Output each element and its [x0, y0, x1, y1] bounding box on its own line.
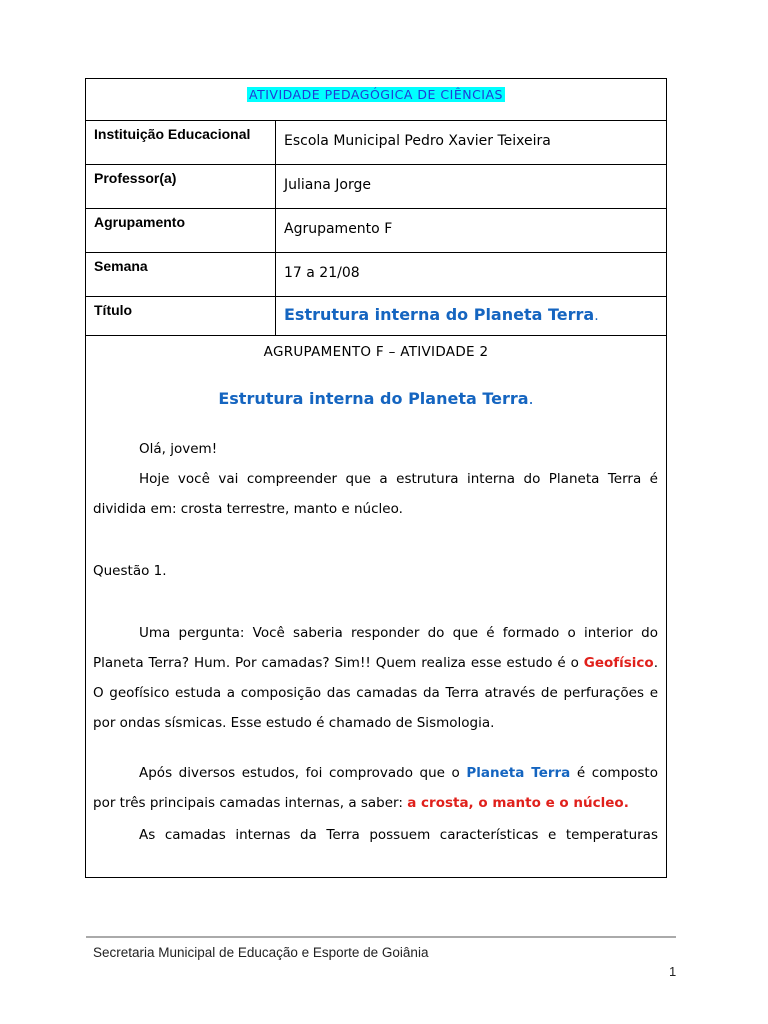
greeting: Olá, jovem!	[139, 441, 218, 457]
teacher-label: Professor(a)	[86, 165, 276, 208]
footer-text: Secretaria Municipal de Educação e Esporte de Goiânia	[93, 945, 429, 960]
paragraph-1	[93, 618, 658, 738]
activity-heading: AGRUPAMENTO F – ATIVIDADE 2	[263, 344, 489, 360]
main-title-period: .	[528, 389, 534, 408]
main-title-text: Estrutura interna do Planeta Terra	[218, 389, 529, 408]
paragraph-3: As camadas internas da Terra possuem características e temperaturas	[139, 827, 658, 843]
title-label: Título	[86, 297, 276, 335]
group-row	[86, 209, 666, 253]
group-label: Agrupamento	[86, 209, 276, 252]
paragraph-2-text-b: é composto por três principais camadas internas, a saber:	[93, 765, 658, 811]
layers-highlight: a crosta, o manto e o núcleo.	[407, 795, 629, 811]
teacher-row	[86, 165, 666, 209]
main-title	[86, 389, 666, 408]
week-value-cell	[276, 253, 666, 296]
week-value: 17 a 21/08	[284, 265, 360, 281]
institution-row	[86, 121, 666, 165]
teacher-value-cell	[276, 165, 666, 208]
week-label: Semana	[86, 253, 276, 296]
activity-banner: ATIVIDADE PEDAGÓGICA DE CIÊNCIAS	[249, 87, 503, 102]
question-label: Questão 1.	[93, 563, 167, 579]
activity-document	[85, 78, 667, 878]
title-row	[86, 297, 666, 336]
paragraph-1-text-a: Uma pergunta: Você saberia responder do que é formado o interior do Planeta Terra? Hum. Por camadas? Sim!! Quem realiza esse estudo é o	[93, 625, 658, 671]
teacher-value: Juliana Jorge	[284, 177, 371, 193]
banner-row	[86, 79, 666, 121]
paragraph-1-text-b: . O geofísico estuda a composição das camadas da Terra através de perfurações e por ondas sísmicas. Esse estudo é chamado de Sismologia.	[93, 655, 658, 731]
title-period: .	[594, 308, 599, 324]
intro-paragraph: Hoje você vai compreender que a estrutura interna do Planeta Terra é dividida em: crosta terrestre, manto e núcleo.	[93, 471, 658, 517]
institution-value: Escola Municipal Pedro Xavier Teixeira	[284, 133, 551, 149]
paragraph-2-text-a: Após diversos estudos, foi comprovado que o	[139, 765, 467, 781]
activity-body	[86, 336, 666, 877]
group-value: Agrupamento F	[284, 221, 393, 237]
geofisico-highlight: Geofísico	[583, 655, 654, 671]
planeta-terra-highlight: Planeta Terra	[466, 765, 571, 781]
title-value-cell	[276, 297, 666, 335]
institution-value-cell	[276, 121, 666, 164]
week-row	[86, 253, 666, 297]
institution-label: Instituição Educacional	[86, 121, 276, 164]
footer-divider	[86, 936, 676, 938]
group-value-cell	[276, 209, 666, 252]
title-value: Estrutura interna do Planeta Terra	[284, 305, 595, 324]
page-number: 1	[669, 964, 677, 979]
paragraph-2	[93, 758, 658, 818]
